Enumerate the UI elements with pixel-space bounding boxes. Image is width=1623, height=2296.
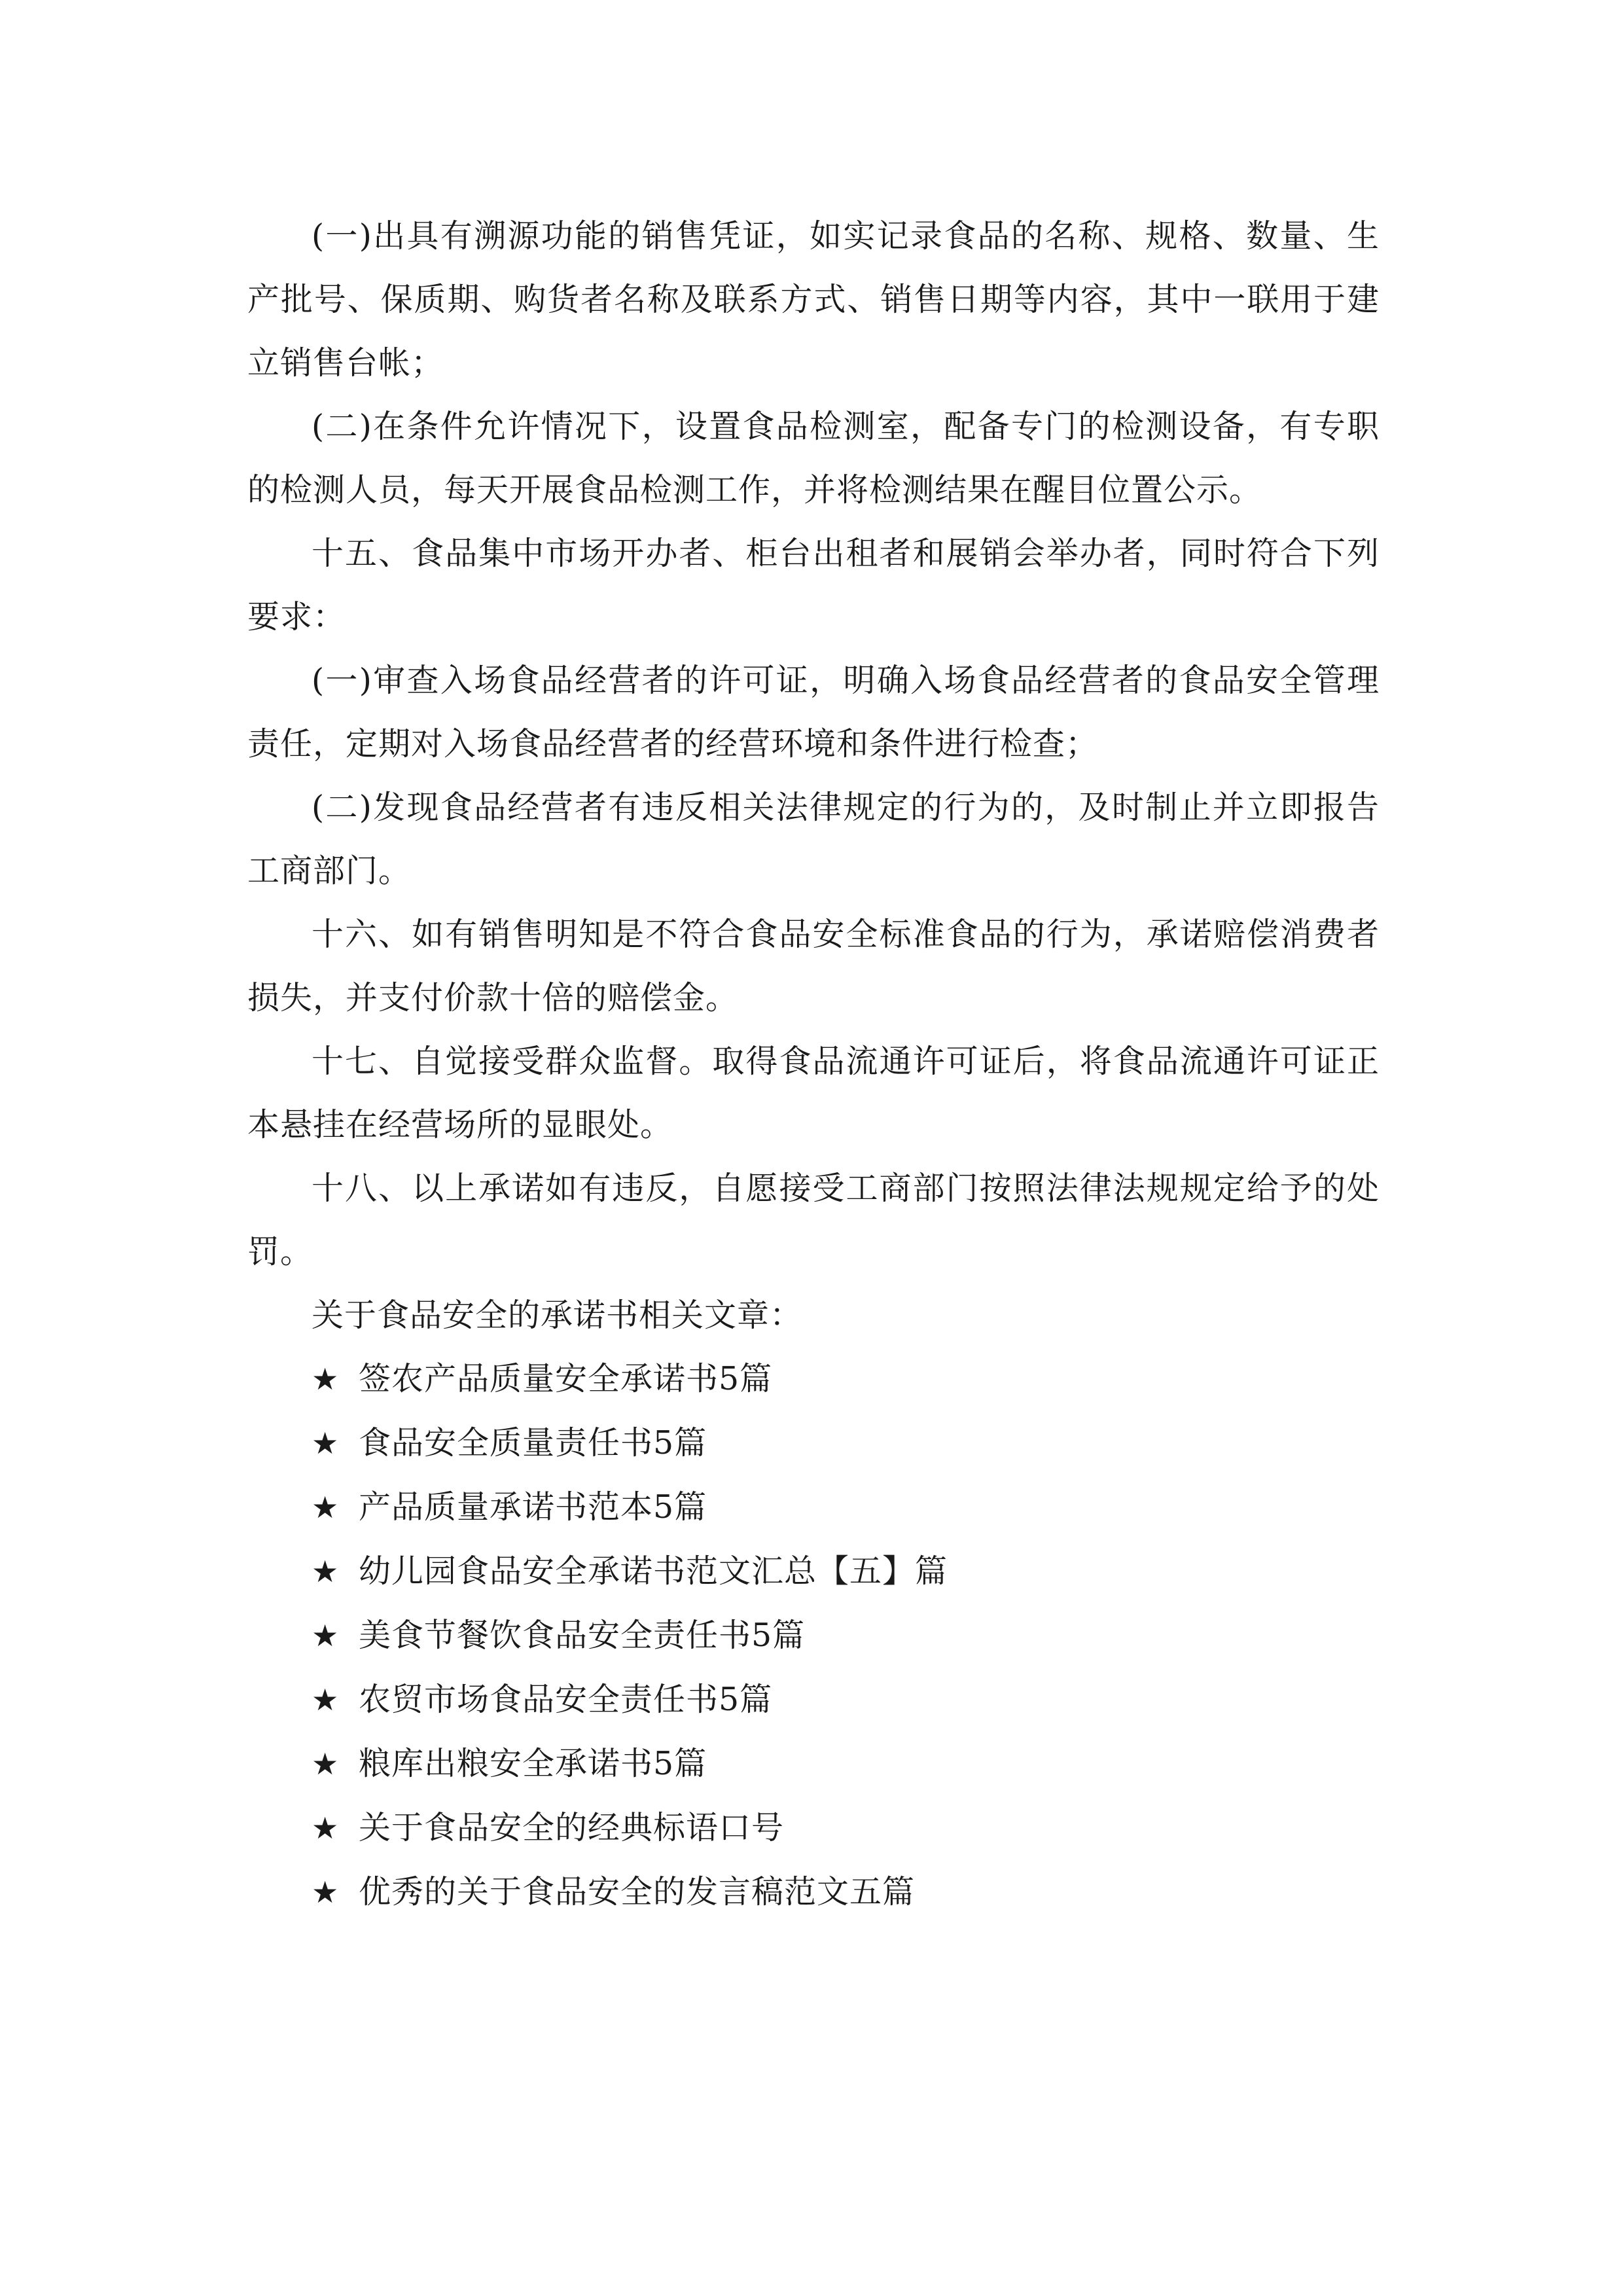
star-icon: ★ [312, 1361, 340, 1397]
related-article-link[interactable]: 优秀的关于食品安全的发言稿范文五篇 [359, 1873, 916, 1910]
related-article-link[interactable]: 粮库出粮安全承诺书5篇 [359, 1745, 707, 1782]
star-icon: ★ [312, 1554, 340, 1589]
related-article-item[interactable] [247, 1347, 1380, 1411]
article-16: 十六、如有销售明知是不符合食品安全标准食品的行为，承诺赔偿消费者损失，并支付价款十倍的赔偿金。 [247, 916, 1380, 1016]
related-articles-heading: 关于食品安全的承诺书相关文章： [312, 1297, 803, 1334]
star-icon: ★ [312, 1490, 340, 1525]
related-article-item[interactable] [247, 1732, 1380, 1796]
related-article-link[interactable]: 幼儿园食品安全承诺书范文汇总【五】篇 [359, 1552, 948, 1590]
related-article-item[interactable] [247, 1475, 1380, 1539]
related-article-link[interactable]: 产品质量承诺书范本5篇 [359, 1488, 707, 1526]
article-17: 十七、自觉接受群众监督。取得食品流通许可证后，将食品流通许可证正本悬挂在经营场所的显眼处。 [247, 1043, 1380, 1143]
clause-1-2: (二)在条件允许情况下，设置食品检测室，配备专门的检测设备，有专职的检测人员，每天开展食品检测工作，并将检测结果在醒目位置公示。 [247, 408, 1380, 509]
star-icon: ★ [312, 1426, 340, 1461]
related-article-link[interactable]: 关于食品安全的经典标语口号 [359, 1809, 785, 1846]
star-icon: ★ [312, 1810, 340, 1846]
related-article-item[interactable] [247, 1411, 1380, 1475]
related-article-item[interactable] [247, 1796, 1380, 1860]
related-article-link[interactable]: 美食节餐饮食品安全责任书5篇 [359, 1617, 806, 1654]
article-15: 十五、食品集中市场开办者、柜台出租者和展销会举办者，同时符合下列要求： [247, 535, 1380, 636]
related-article-item[interactable] [247, 1539, 1380, 1604]
star-icon: ★ [312, 1618, 340, 1653]
related-article-item[interactable] [247, 1668, 1380, 1732]
related-article-link[interactable]: 签农产品质量安全承诺书5篇 [359, 1360, 773, 1397]
clause-1-1: (一)出具有溯源功能的销售凭证，如实记录食品的名称、规格、数量、生产批号、保质期、购货者名称及联系方式、销售日期等内容，其中一联用于建立销售台帐； [247, 217, 1380, 382]
clause-15-2: (二)发现食品经营者有违反相关法律规定的行为的，及时制止并立即报告工商部门。 [247, 789, 1380, 889]
related-article-item[interactable] [247, 1860, 1380, 1924]
related-articles-list [247, 1347, 1380, 1924]
article-18: 十八、以上承诺如有违反，自愿接受工商部门按照法律法规规定给予的处罚。 [247, 1170, 1380, 1270]
related-article-link[interactable]: 农贸市场食品安全责任书5篇 [359, 1681, 773, 1718]
clause-15-1: (一)审查入场食品经营者的许可证，明确入场食品经营者的食品安全管理责任，定期对入场食品经营者的经营环境和条件进行检查； [247, 662, 1380, 762]
star-icon: ★ [312, 1746, 340, 1782]
star-icon: ★ [312, 1874, 340, 1910]
star-icon: ★ [312, 1682, 340, 1717]
related-article-link[interactable]: 食品安全质量责任书5篇 [359, 1424, 707, 1462]
related-article-item[interactable] [247, 1604, 1380, 1668]
document-body [247, 204, 1380, 1924]
